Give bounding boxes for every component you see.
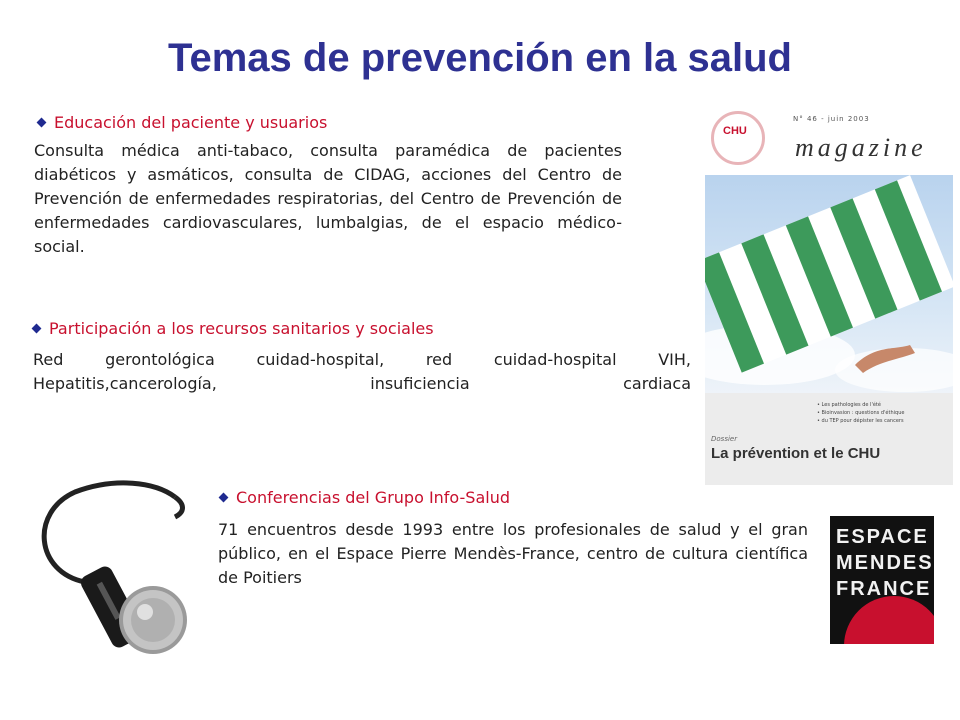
magazine-cover-image bbox=[705, 103, 953, 485]
logo-line: ESPACE bbox=[836, 526, 929, 548]
magazine-issue: N° 46 - juin 2003 bbox=[793, 115, 870, 123]
magazine-dossier-label: Dossier bbox=[711, 435, 738, 443]
deckchair-illustration bbox=[705, 175, 953, 393]
logo-line: MENDES bbox=[836, 552, 934, 574]
section-heading-text: Educación del paciente y usuarios bbox=[54, 113, 328, 132]
section-body-text: Red gerontológica cuidad-hospital, red cuidad-hospital VIH, Hepatitis,cancerología, insuficiencia cardiaca bbox=[33, 350, 691, 393]
microphone-image bbox=[25, 462, 215, 667]
logo-line: FRANCE bbox=[836, 578, 932, 600]
section-heading-education bbox=[38, 113, 327, 132]
magazine-lower-panel bbox=[705, 393, 953, 485]
section-body-education: Consulta médica anti-tabaco, consulta paramédica de pacientes diabéticos y asmáticos, consulta de CIDAG, acciones del Centro de Prevención de enfermedades respiratorias, del Centro de Prevención de enfermedades cardiovasculares, lumbalgias, de el espacio médico-social. bbox=[34, 141, 622, 256]
magazine-photo bbox=[705, 175, 953, 393]
diamond-bullet-icon bbox=[37, 118, 47, 128]
magazine-header bbox=[705, 103, 953, 175]
diamond-bullet-icon bbox=[219, 493, 229, 503]
magazine-contents-line: • du TEP pour dépister les cancers bbox=[817, 418, 904, 424]
section-heading-resources bbox=[33, 319, 434, 338]
logo-red-disc bbox=[844, 596, 934, 644]
section-heading-text: Participación a los recursos sanitarios y sociales bbox=[49, 319, 434, 338]
magazine-contents-line: • Les pathologies de l'été bbox=[817, 402, 881, 408]
section-body-resources bbox=[33, 348, 691, 396]
section-heading-conferences bbox=[220, 488, 510, 507]
diamond-bullet-icon bbox=[32, 324, 42, 334]
chu-logo-icon bbox=[711, 111, 765, 165]
microphone-icon bbox=[25, 462, 215, 667]
magazine-cover-title: La prévention et le CHU bbox=[711, 445, 881, 462]
magazine-contents bbox=[817, 401, 904, 425]
magazine-contents-line: • Bioinvasion : questions d'éthique bbox=[817, 410, 905, 416]
espace-mendes-france-logo bbox=[830, 516, 934, 644]
chu-logo-text: CHU bbox=[723, 125, 747, 137]
page-title: Temas de prevención en la salud bbox=[168, 36, 792, 80]
section-body-conferences: 71 encuentros desde 1993 entre los profesionales de salud y el gran público, en el Espace Pierre Mendès-France, centro de cultura científica de Poitiers bbox=[218, 520, 808, 587]
logo-text bbox=[836, 524, 934, 602]
magazine-word: magazine bbox=[795, 133, 927, 162]
section-heading-text: Conferencias del Grupo Info-Salud bbox=[236, 488, 510, 507]
